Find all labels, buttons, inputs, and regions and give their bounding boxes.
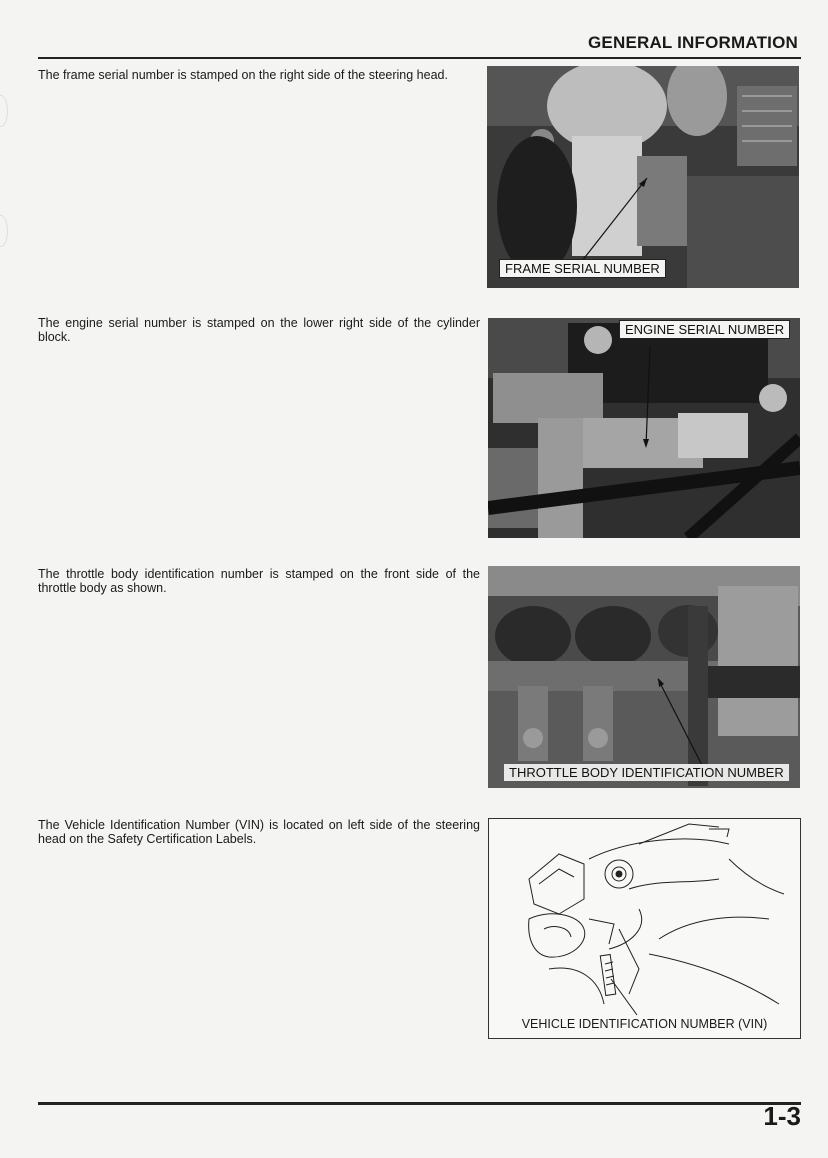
frame-serial-callout: FRAME SERIAL NUMBER xyxy=(499,259,666,278)
header-rule xyxy=(38,57,801,59)
vin-text: The Vehicle Identification Number (VIN) is located on left side of the steering head on the Safety Certification Labels. xyxy=(38,818,480,846)
vin-callout: VEHICLE IDENTIFICATION NUMBER (VIN) xyxy=(521,1017,768,1031)
throttle-body-photo xyxy=(488,566,800,788)
vin-diagram xyxy=(488,818,801,1039)
engine-serial-text: The engine serial number is stamped on the lower right side of the cylinder block. xyxy=(38,316,480,344)
throttle-body-text: The throttle body identification number is stamped on the front side of the throttle body as shown. xyxy=(38,567,480,595)
binding-hole-mark xyxy=(0,95,8,127)
frame-serial-photo xyxy=(487,66,799,288)
footer-rule xyxy=(38,1102,801,1105)
binding-hole-mark xyxy=(0,215,8,247)
frame-serial-text: The frame serial number is stamped on the right side of the steering head. xyxy=(38,68,448,82)
page-title: GENERAL INFORMATION xyxy=(588,33,798,52)
throttle-body-callout: THROTTLE BODY IDENTIFICATION NUMBER xyxy=(504,764,789,781)
vin-line-drawing xyxy=(489,819,800,1038)
page-number: 1-3 xyxy=(763,1101,801,1131)
engine-serial-photo xyxy=(488,318,800,538)
engine-serial-callout: ENGINE SERIAL NUMBER xyxy=(619,320,790,339)
